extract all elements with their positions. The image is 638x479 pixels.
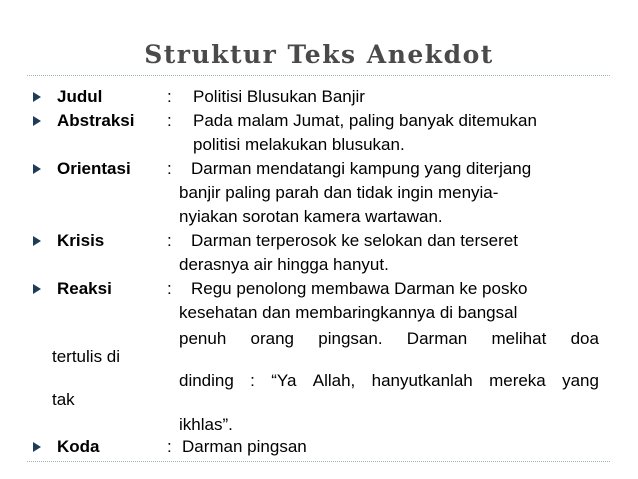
word: doa xyxy=(570,329,599,348)
section-text: nyiakan sorotan kamera wartawan. xyxy=(179,207,443,226)
bullet-arrow-icon xyxy=(33,116,41,126)
section-text: banjir paling parah dan tidak ingin menyia- xyxy=(179,183,499,202)
section-text: Darman mendatangi kampung yang diterjang xyxy=(191,159,532,178)
section-text: kesehatan dan membaringkannya di bangsal xyxy=(179,303,518,322)
section-text: Darman pingsan xyxy=(182,437,307,456)
section-text: Regu penolong membawa Darman ke posko xyxy=(191,279,528,298)
colon: : xyxy=(167,279,172,298)
bullet-arrow-icon xyxy=(33,442,41,452)
section-label: Orientasi xyxy=(57,159,131,178)
justified-line xyxy=(179,370,599,392)
word: : xyxy=(250,371,255,390)
bottom-divider xyxy=(27,461,610,462)
colon: : xyxy=(167,231,172,250)
justified-line xyxy=(179,328,599,350)
colon: : xyxy=(167,159,172,178)
section-label: Koda xyxy=(57,437,100,456)
colon: : xyxy=(167,111,172,130)
word: penuh xyxy=(179,329,227,348)
page-title: Struktur Teks Anekdot xyxy=(144,40,494,69)
word: “Ya xyxy=(271,371,297,390)
word: orang xyxy=(250,329,295,348)
section-text: Politisi Blusukan Banjir xyxy=(193,87,365,106)
bullet-arrow-icon xyxy=(33,236,41,246)
side-text: tertulis di xyxy=(52,347,121,366)
bullet-arrow-icon xyxy=(33,164,41,174)
bullet-arrow-icon xyxy=(33,284,41,294)
section-label: Reaksi xyxy=(57,279,112,298)
word: yang xyxy=(562,371,599,390)
word: dinding xyxy=(179,371,234,390)
section-label: Judul xyxy=(57,87,103,106)
section-label: Abstraksi xyxy=(57,111,135,130)
section-text: derasnya air hingga hanyut. xyxy=(179,255,389,274)
top-divider xyxy=(27,75,610,76)
word: Allah, xyxy=(312,371,356,390)
word: melihat xyxy=(491,329,547,348)
word: mereka xyxy=(489,371,546,390)
side-text: tak xyxy=(52,390,75,409)
section-text: politisi melakukan blusukan. xyxy=(193,135,405,154)
word: pingsan. xyxy=(318,329,383,348)
word: Darman xyxy=(406,329,468,348)
colon: : xyxy=(167,437,172,456)
section-text: ikhlas”. xyxy=(179,415,233,434)
section-label: Krisis xyxy=(57,231,105,250)
section-text: Darman terperosok ke selokan dan terseret xyxy=(191,231,518,250)
word: hanyutkanlah xyxy=(371,371,473,390)
colon: : xyxy=(167,87,172,106)
bullet-arrow-icon xyxy=(33,92,41,102)
section-text: Pada malam Jumat, paling banyak ditemukan xyxy=(193,111,537,130)
